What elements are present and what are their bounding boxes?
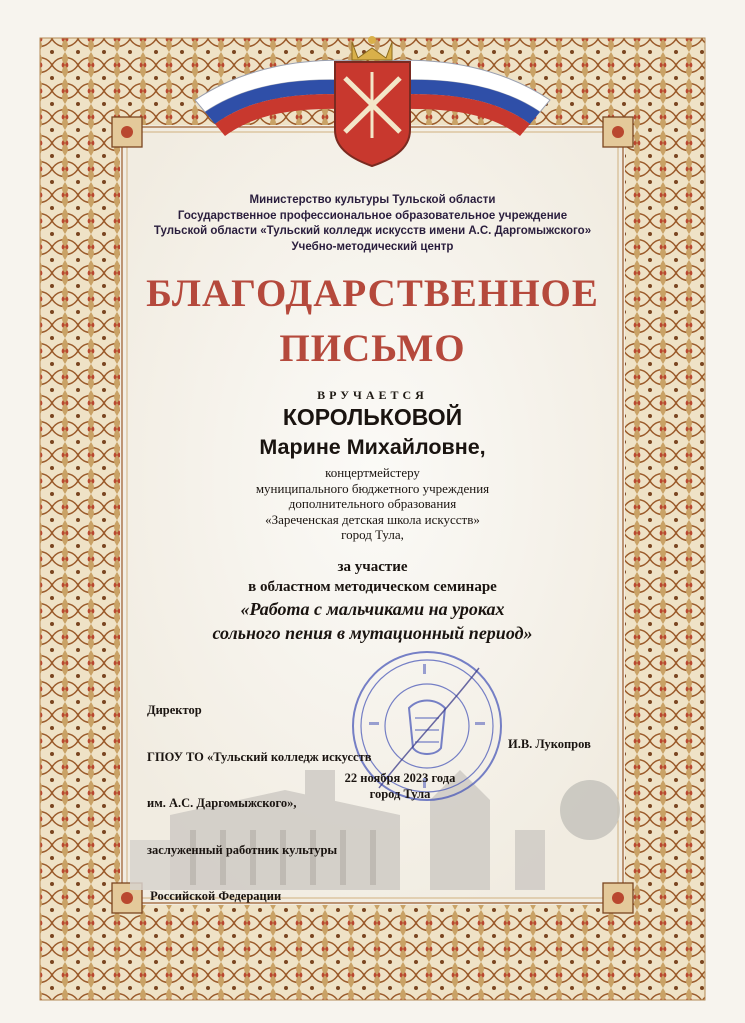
- reason-line-1: за участие: [337, 559, 408, 575]
- header-line-3: Тульской области «Тульский колледж искусств имени А.С. Даргомыжского»: [153, 225, 592, 237]
- recipient-detail-line: «Зареченская детская школа искусств»: [265, 511, 480, 527]
- director-line: Российской Федерации: [147, 889, 282, 903]
- issue-date: [330, 771, 470, 802]
- director-line: Директор: [147, 703, 202, 717]
- topic-line-1: «Работа с мальчиками на уроках: [240, 599, 505, 619]
- date-line: 22 ноября 2023 года: [344, 771, 456, 785]
- recipient-name: Марине Михайловне,: [259, 435, 486, 459]
- title-line-1: БЛАГОДАРСТВЕННОЕ: [146, 272, 599, 315]
- topic-line-2: сольного пения в мутационный период»: [212, 623, 533, 643]
- director-line: заслуженный работник культуры: [147, 842, 338, 857]
- title-line-2: ПИСЬМО: [279, 327, 466, 370]
- recipient-detail-line: город Тула,: [341, 527, 404, 542]
- issuer-header: [0, 193, 745, 255]
- director-line: им. А.С. Даргомыжского»,: [147, 796, 297, 810]
- place-line: город Тула: [369, 786, 431, 801]
- signer-name: И.В. Лукопров: [508, 737, 591, 751]
- seminar-topic: [0, 597, 745, 645]
- reason-block: [0, 558, 745, 597]
- awarded-label: ВРУЧАЕТСЯ: [317, 388, 428, 402]
- recipient-surname: КОРОЛЬКОВОЙ: [282, 404, 463, 430]
- header-line-4: Учебно-методический центр: [291, 240, 454, 253]
- recipient-detail-line: муниципального бюджетного учреждения: [255, 480, 490, 496]
- header-line-2: Государственное профессиональное образовательное учреждение: [177, 209, 568, 222]
- recipient-details: [0, 465, 745, 543]
- director-line: ГПОУ ТО «Тульский колледж искусств: [147, 749, 372, 764]
- header-line-1: Министерство культуры Тульской области: [249, 194, 496, 206]
- recipient-detail-line: концертмейстеру: [325, 465, 420, 480]
- recipient-detail-line: дополнительного образования: [288, 496, 457, 511]
- reason-line-2: в областном методическом семинаре: [248, 578, 497, 595]
